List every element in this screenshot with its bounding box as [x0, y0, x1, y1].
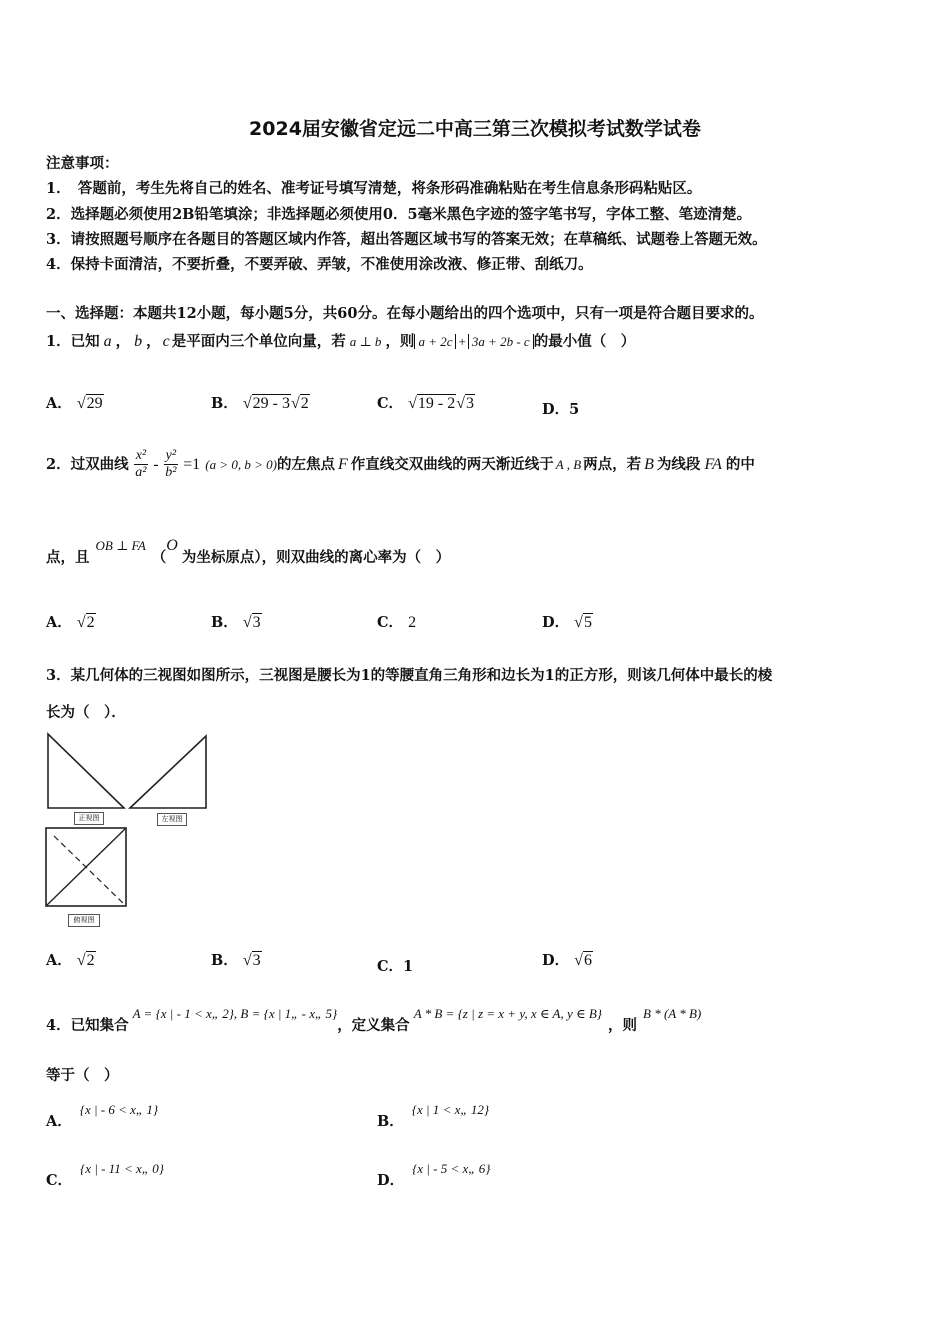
q4-expression: B * (A * B) [643, 1006, 702, 1021]
q2-text: （ [151, 549, 167, 566]
q2-FA: FA [704, 456, 722, 473]
option-label: D． [377, 1172, 405, 1189]
q3-option-a[interactable]: A． √2 [46, 952, 95, 969]
option-label: A． [46, 614, 72, 631]
option-value: 2 [408, 614, 417, 631]
q2-option-a[interactable]: A． √2 [46, 614, 95, 631]
option-label: C． [377, 395, 404, 412]
q4-option-b[interactable] [377, 1098, 490, 1130]
top-view-hidden-edge [54, 836, 126, 906]
q4-pre: 4．已知集合 [46, 1017, 129, 1034]
notice-item: 1． 答题前，考生先将自己的姓名、准考证号填写清楚，将条形码准确粘贴在考生信息条形码粘贴区。 [46, 180, 702, 197]
q1-comma: ， [146, 333, 161, 350]
option-value: 19 - 2 [417, 395, 456, 412]
q2-pre: 2．过双曲线 [46, 456, 129, 473]
q3-line2: 长为（ ）． [46, 704, 126, 721]
q4-then: ，则 [608, 1017, 637, 1034]
three-view-figure [40, 728, 215, 933]
q1-post: 的最小值（ ） [533, 333, 636, 350]
option-label: B． [211, 614, 238, 631]
question-4 [46, 1002, 702, 1034]
notice-heading: 注意事项： [46, 155, 119, 172]
section-heading: 一、选择题：本题共12小题，每小题5分，共60分。在每小题给出的四个选项中，只有一项是符合题目要求的。 [46, 305, 764, 322]
q1-vector-b: b [134, 333, 143, 350]
option-label: A． [46, 952, 72, 969]
q2-eq: =1 [183, 456, 201, 473]
option-value: 2 [86, 952, 95, 969]
option-value: 29 [86, 395, 103, 412]
option-label: D． [542, 952, 570, 969]
q2-cond: (a > 0, b > 0) [205, 457, 277, 472]
option-value: {x | - 5 < x„ 6} [412, 1161, 491, 1176]
q1-option-d[interactable] [542, 398, 579, 419]
q1-vector-a: a [103, 333, 112, 350]
option-label: C． [46, 1172, 73, 1189]
notice-item: 2．选择题必须使用2B铅笔填涂；非选择题必须使用0．5毫米黑色字迹的签字笔书写，字体工整、笔迹清楚。 [46, 206, 752, 223]
q2-frac2: $\frac{\text{y²}}{\text{b²}}$ [165, 448, 177, 480]
q4-line2: 等于（ ） [46, 1067, 119, 1084]
side-view-triangle [130, 736, 206, 808]
q1-perp: a ⊥ b [349, 334, 382, 349]
q2-O: O [166, 537, 178, 554]
q1-expr2: 3a + 2b - c [468, 334, 534, 349]
notice-item: 4．保持卡面清洁，不要折叠，不要弄破、弄皱，不准使用涂改液、修正带、刮纸刀。 [46, 256, 593, 273]
option-value: 3 [252, 614, 261, 631]
question-2 [46, 448, 755, 481]
q4-definition: A * B = {z | z = x + y, x ∈ A, y ∈ B} [413, 1006, 602, 1021]
q1-option-b[interactable]: B． √29 - 3√2 [211, 395, 309, 412]
q1-mid: 是平面内三个单位向量，若 [171, 333, 346, 350]
option-value: 29 - 3 [252, 395, 290, 412]
question-1 [46, 330, 635, 351]
q3-option-d[interactable]: D． √6 [542, 952, 592, 969]
option-label: B． [377, 1113, 404, 1130]
q2-F: F [337, 456, 348, 473]
option-value: 2 [86, 614, 95, 631]
q3-line1: 3．某几何体的三视图如图所示，三视图是腰长为1的等腰直角三角形和边长为1的正方形，则该几何体中最长的棱 [46, 667, 773, 684]
q1-plus: + [458, 334, 466, 349]
option-label: D． [542, 614, 570, 631]
q2-text: 点，且 [46, 549, 90, 566]
q4-option-a[interactable] [46, 1098, 159, 1130]
q1-vector-c: c [162, 333, 170, 350]
q4-option-c[interactable] [46, 1157, 164, 1189]
q2-B: B [644, 456, 654, 473]
q4-set-a: A = {x | - 1 < x„ 2}, B = {x | 1„ - x„ 5} [132, 1006, 338, 1021]
option-label: D．5 [542, 401, 580, 418]
q2-option-c[interactable] [377, 611, 416, 632]
option-value: {x | - 6 < x„ 1} [79, 1102, 159, 1117]
q1-option-a[interactable]: A． √29 [46, 395, 103, 412]
option-value: 3 [252, 952, 261, 969]
option-label: C． [377, 614, 404, 631]
page-title: 2024届安徽省定远二中高三第三次模拟考试数学试卷 [249, 118, 701, 140]
q1-then: ，则 [385, 333, 415, 350]
option-value: {x | 1 < x„ 12} [411, 1102, 490, 1117]
option-value: 3 [466, 395, 475, 412]
q3-option-b[interactable]: B． √3 [211, 952, 261, 969]
q2-text: 作直线交双曲线的两天渐近线于 [350, 456, 554, 473]
front-view-triangle [48, 734, 124, 808]
q2-option-b[interactable]: B． √3 [211, 614, 261, 631]
q1-pre: 1．已知 [46, 333, 100, 350]
q4-mid: ，定义集合 [337, 1017, 410, 1034]
top-view-label: 俯视图 [68, 914, 100, 927]
side-view-label: 左视图 [157, 813, 187, 826]
q2-text: 为坐标原点），则双曲线的离心率为（ ） [181, 549, 451, 566]
q4-option-d[interactable] [377, 1157, 491, 1189]
front-view-label: 正视图 [74, 812, 104, 825]
option-label: A． [46, 395, 72, 412]
q2-AB: A , B [555, 457, 582, 472]
option-value: {x | - 11 < x„ 0} [80, 1161, 164, 1176]
q2-text: 两点，若 [583, 456, 642, 473]
q2-text: 为线段 [656, 456, 701, 473]
option-value: 5 [583, 614, 592, 631]
option-value: 6 [583, 952, 592, 969]
q2-minus: - [153, 456, 159, 473]
option-label: C．1 [377, 958, 414, 975]
option-value: 2 [300, 395, 309, 412]
q2-OBFA: OB ⊥ FA [95, 538, 146, 553]
option-label: B． [211, 395, 238, 412]
option-label: B． [211, 952, 238, 969]
q3-option-c[interactable] [377, 955, 413, 976]
q2-option-d[interactable]: D． √5 [542, 614, 592, 631]
q2-text: 的中 [725, 456, 755, 473]
notice-item: 3．请按照题号顺序在各题目的答题区域内作答，超出答题区域书写的答案无效；在草稿纸、试题卷上答题无效。 [46, 231, 767, 248]
q1-option-c[interactable]: C． √19 - 2√3 [377, 395, 475, 412]
option-label: A． [46, 1113, 72, 1130]
q2-frac1: $\frac{\text{x²}}{\text{a²}}$ [135, 448, 147, 480]
q1-comma: ， [115, 333, 131, 350]
q1-expr1: a + 2c [414, 334, 456, 349]
q2-text: 的左焦点 [276, 456, 335, 473]
